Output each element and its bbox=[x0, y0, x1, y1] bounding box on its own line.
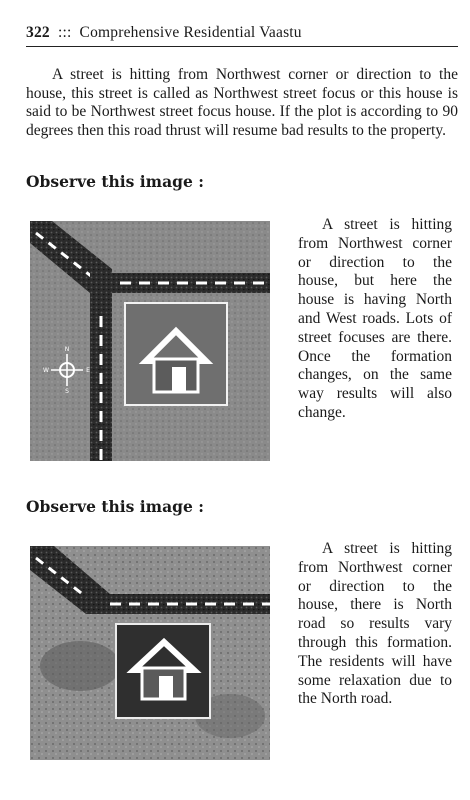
intro-paragraph: A street is hitting from Northwest corner or direction to the house, this street is called as Northwest street focus or this house is said to be Northwest street focus house. If the plot is according to 90 degrees then this road thrust will resume bad results to the property. bbox=[26, 66, 458, 139]
running-title: Comprehensive Residential Vaastu bbox=[79, 24, 302, 41]
section-heading-2: Observe this image : bbox=[26, 497, 204, 516]
figure-2-illustration bbox=[30, 546, 270, 760]
compass-e: E bbox=[86, 367, 90, 374]
page-header bbox=[26, 24, 458, 47]
figure-1-caption: A street is hitting from Northwest corner or direction to the house, but here the house is having North and West roads. Lots of street focuses are there. Once the formation changes, on the same way results will also change. bbox=[298, 216, 452, 421]
compass-n: N bbox=[64, 346, 70, 353]
header-separator: ::: bbox=[57, 24, 72, 41]
figure-2-street-north bbox=[30, 546, 270, 760]
figure-1-illustration bbox=[30, 221, 270, 461]
compass-w: W bbox=[43, 367, 49, 374]
figure-1-street-north-west bbox=[30, 221, 270, 461]
section-heading-1: Observe this image : bbox=[26, 172, 204, 191]
page-number: 322 bbox=[26, 24, 50, 41]
figure-2-caption: A street is hitting from Northwest corner or direction to the house, there is North road so results vary through this formation. The residents will have some relaxation due to the North road. bbox=[298, 540, 452, 708]
compass-s: S bbox=[65, 388, 69, 395]
